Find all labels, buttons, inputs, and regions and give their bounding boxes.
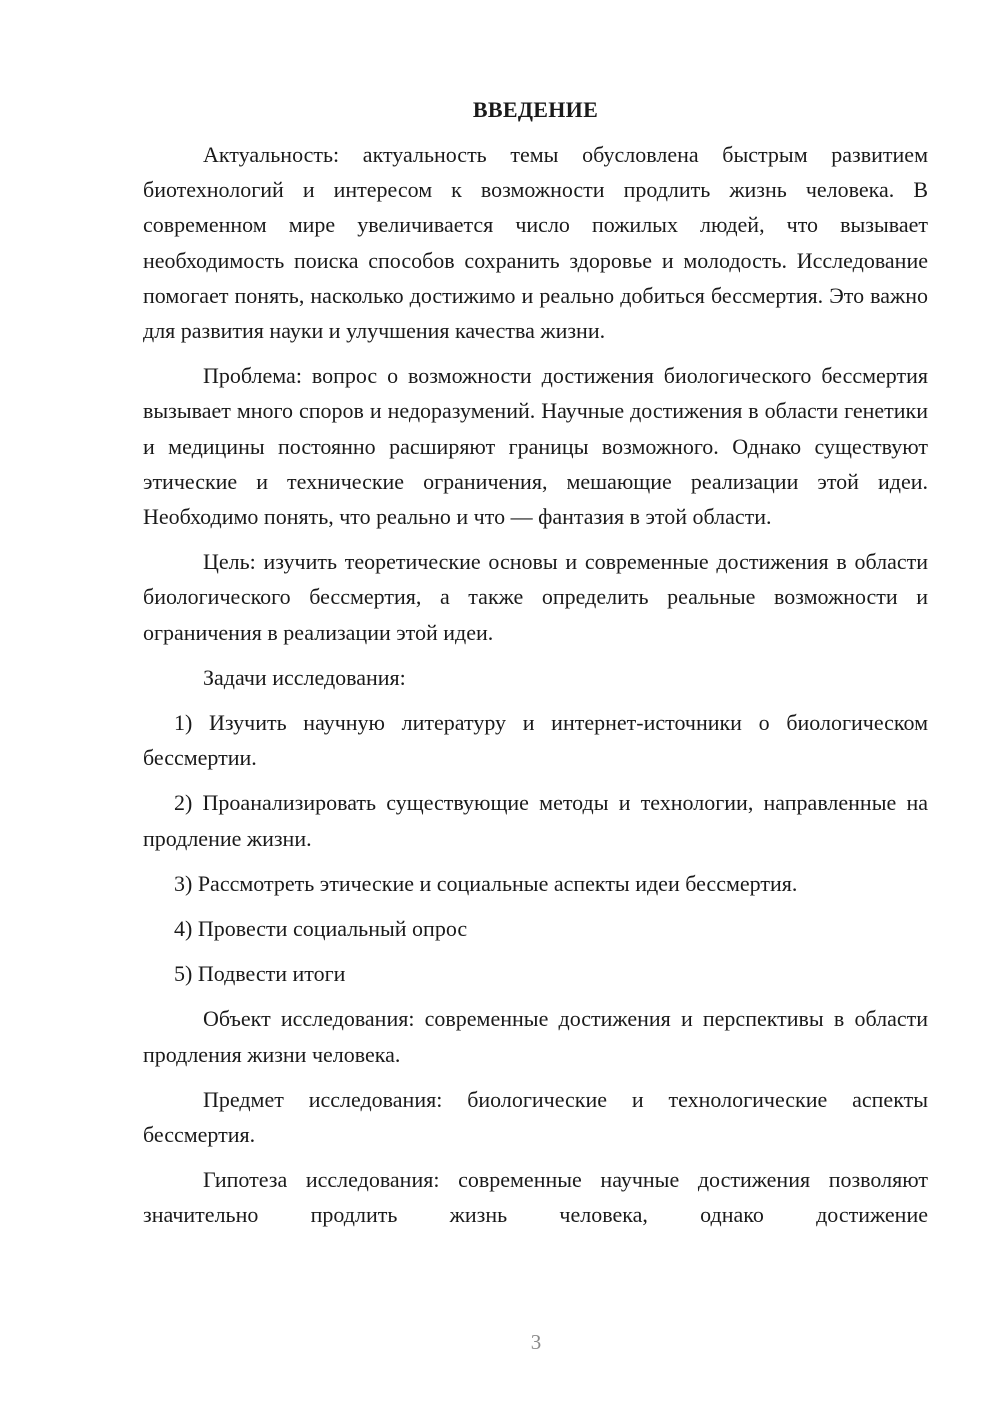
paragraph-relevance: Актуальность: актуальность темы обусловлена быстрым развитием биотехнологий и интересом к возможности продлить жизнь человека. В современном мире увеличивается число пожилых людей, что вызывает необходимость поиска способов сохранить здоровье и молодость. Исследование помогает понять, насколько достижимо и реально добиться бессмертия. Это важно для развития науки и улучшения качества жизни.	[143, 142, 928, 344]
section-title: ВВЕДЕНИЕ	[472, 97, 599, 122]
task-item-4: 4) Провести социальный опрос	[174, 916, 468, 942]
document-page	[143, 92, 928, 1243]
tasks-heading: Задачи исследования:	[203, 664, 406, 690]
task-item-3: 3) Рассмотреть этические и социальные аспекты идеи бессмертия.	[174, 870, 798, 896]
paragraph-problem: Проблема: вопрос о возможности достижения биологического бессмертия вызывает много споров и недоразумений. Научные достижения в области генетики и медицины постоянно расширяют границы возможного. Однако существуют этические и технические ограничения, мешающие реализации этой идеи. Необходимо понять, что реально и что — фантазия в этой области.	[143, 363, 928, 530]
task-item-5: 5) Подвести итоги	[174, 961, 346, 987]
paragraph-goal: Цель: изучить теоретические основы и современные достижения в области биологического бессмертия, а также определить реальные возможности и ограничения в реализации этой идеи.	[143, 549, 928, 645]
task-item-2: 2) Проанализировать существующие методы и технологии, направленные на продление жизни.	[143, 790, 928, 851]
paragraph-object: Объект исследования: современные достижения и перспективы в области продления жизни человека.	[143, 1006, 928, 1067]
task-item-1: 1) Изучить научную литературу и интернет-источники о биологическом бессмертии.	[143, 710, 928, 771]
paragraph-hypothesis: Гипотеза исследования: современные научные достижения позволяют значительно продлить жизнь человека, однако достижение	[143, 1167, 928, 1228]
paragraph-subject: Предмет исследования: биологические и технологические аспекты бессмертия.	[143, 1086, 928, 1148]
page-number: 3	[530, 1330, 542, 1354]
